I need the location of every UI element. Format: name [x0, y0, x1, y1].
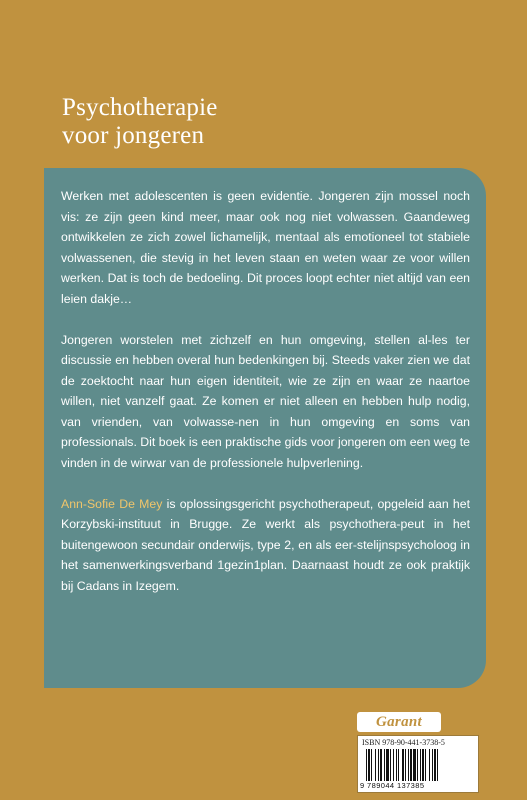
title-line-1: Psychotherapie [62, 94, 218, 121]
barcode-stripe [386, 749, 389, 781]
barcode-icon [366, 749, 472, 781]
author-paragraph [61, 494, 470, 597]
barcode-stripe [393, 749, 394, 781]
author-bio: is oplossingsgericht psychotherapeut, opgeleid aan het Korzybski-instituut in Brugge. Ze werkt als psychothera-peut in het buitengewoon secundair onderwijs, type 2, en als eer-stelijnspsycholoog in het samenwerkingsverband 1gezin1plan. Daarnaast houdt ze ook praktijk bij Cadans in Izegem. [61, 496, 471, 593]
barcode-stripe [398, 749, 399, 781]
publisher-logo-text: Garant [376, 713, 422, 730]
barcode-stripe [410, 749, 412, 781]
barcode-stripe [380, 749, 382, 781]
barcode-stripe [413, 749, 416, 781]
barcode-stripe [429, 749, 430, 781]
barcode-stripe [371, 749, 372, 781]
barcode-stripe [422, 749, 424, 781]
barcode-stripe [420, 749, 421, 781]
barcode-stripe [390, 749, 391, 781]
barcode-stripe [405, 749, 406, 781]
barcode-stripe [368, 749, 370, 781]
barcode-stripe [417, 749, 418, 781]
barcode-stripe [378, 749, 379, 781]
barcode-stripe [396, 749, 397, 781]
barcode-stripe [437, 749, 438, 781]
blurb-paragraph-2: Jongeren worstelen met zichzelf en hun omgeving, stellen al-les ter discussie en hebben overal hun bedenkingen bij. Steeds vaker zien we dat de zoektocht naar hun eigen identiteit, wie ze zijn en waar ze naartoe willen, niet vanzelf gaat. Ze komen er niet alleen en hebben hulp nodig, van vrienden, van volwasse-nen in hun omgeving en soms van professionals. Dit boek is een praktische gids voor jongeren om een weg te vinden in de wirwar van de professionele hulpverlening. [61, 332, 470, 470]
barcode-stripe [425, 749, 426, 781]
title-line-2: voor jongeren [62, 122, 205, 149]
barcode-stripe [432, 749, 433, 781]
blurb-panel [44, 168, 486, 688]
barcode-stripe [366, 749, 367, 781]
barcode-digits: 9 789044 137385 [360, 781, 425, 790]
barcode-stripe [375, 749, 376, 781]
publisher-logo [357, 712, 441, 732]
barcode-box [357, 735, 479, 793]
barcode-stripe [402, 749, 404, 781]
isbn-label: ISBN 978-90-441-3738-5 [362, 738, 445, 747]
book-title [62, 94, 218, 150]
barcode-stripe [408, 749, 409, 781]
barcode-stripe [384, 749, 385, 781]
blurb-paragraph-1: Werken met adolescenten is geen evidentie. Jongeren zijn mossel noch vis: ze zijn geen kind meer, maar ook nog niet volwassen. Gaandeweg ontwikkelen ze zich zowel lichamelijk, mentaal als emotioneel tot stabiele volwassenen, die stevig in het leven staan en weten waar ze voor willen werken. Dat is toch de bedoeling. Dit proces loopt echter niet altijd van een leien dakje… [61, 189, 470, 306]
barcode-stripe [434, 749, 436, 781]
author-name: Ann-Sofie De Mey [61, 496, 163, 511]
